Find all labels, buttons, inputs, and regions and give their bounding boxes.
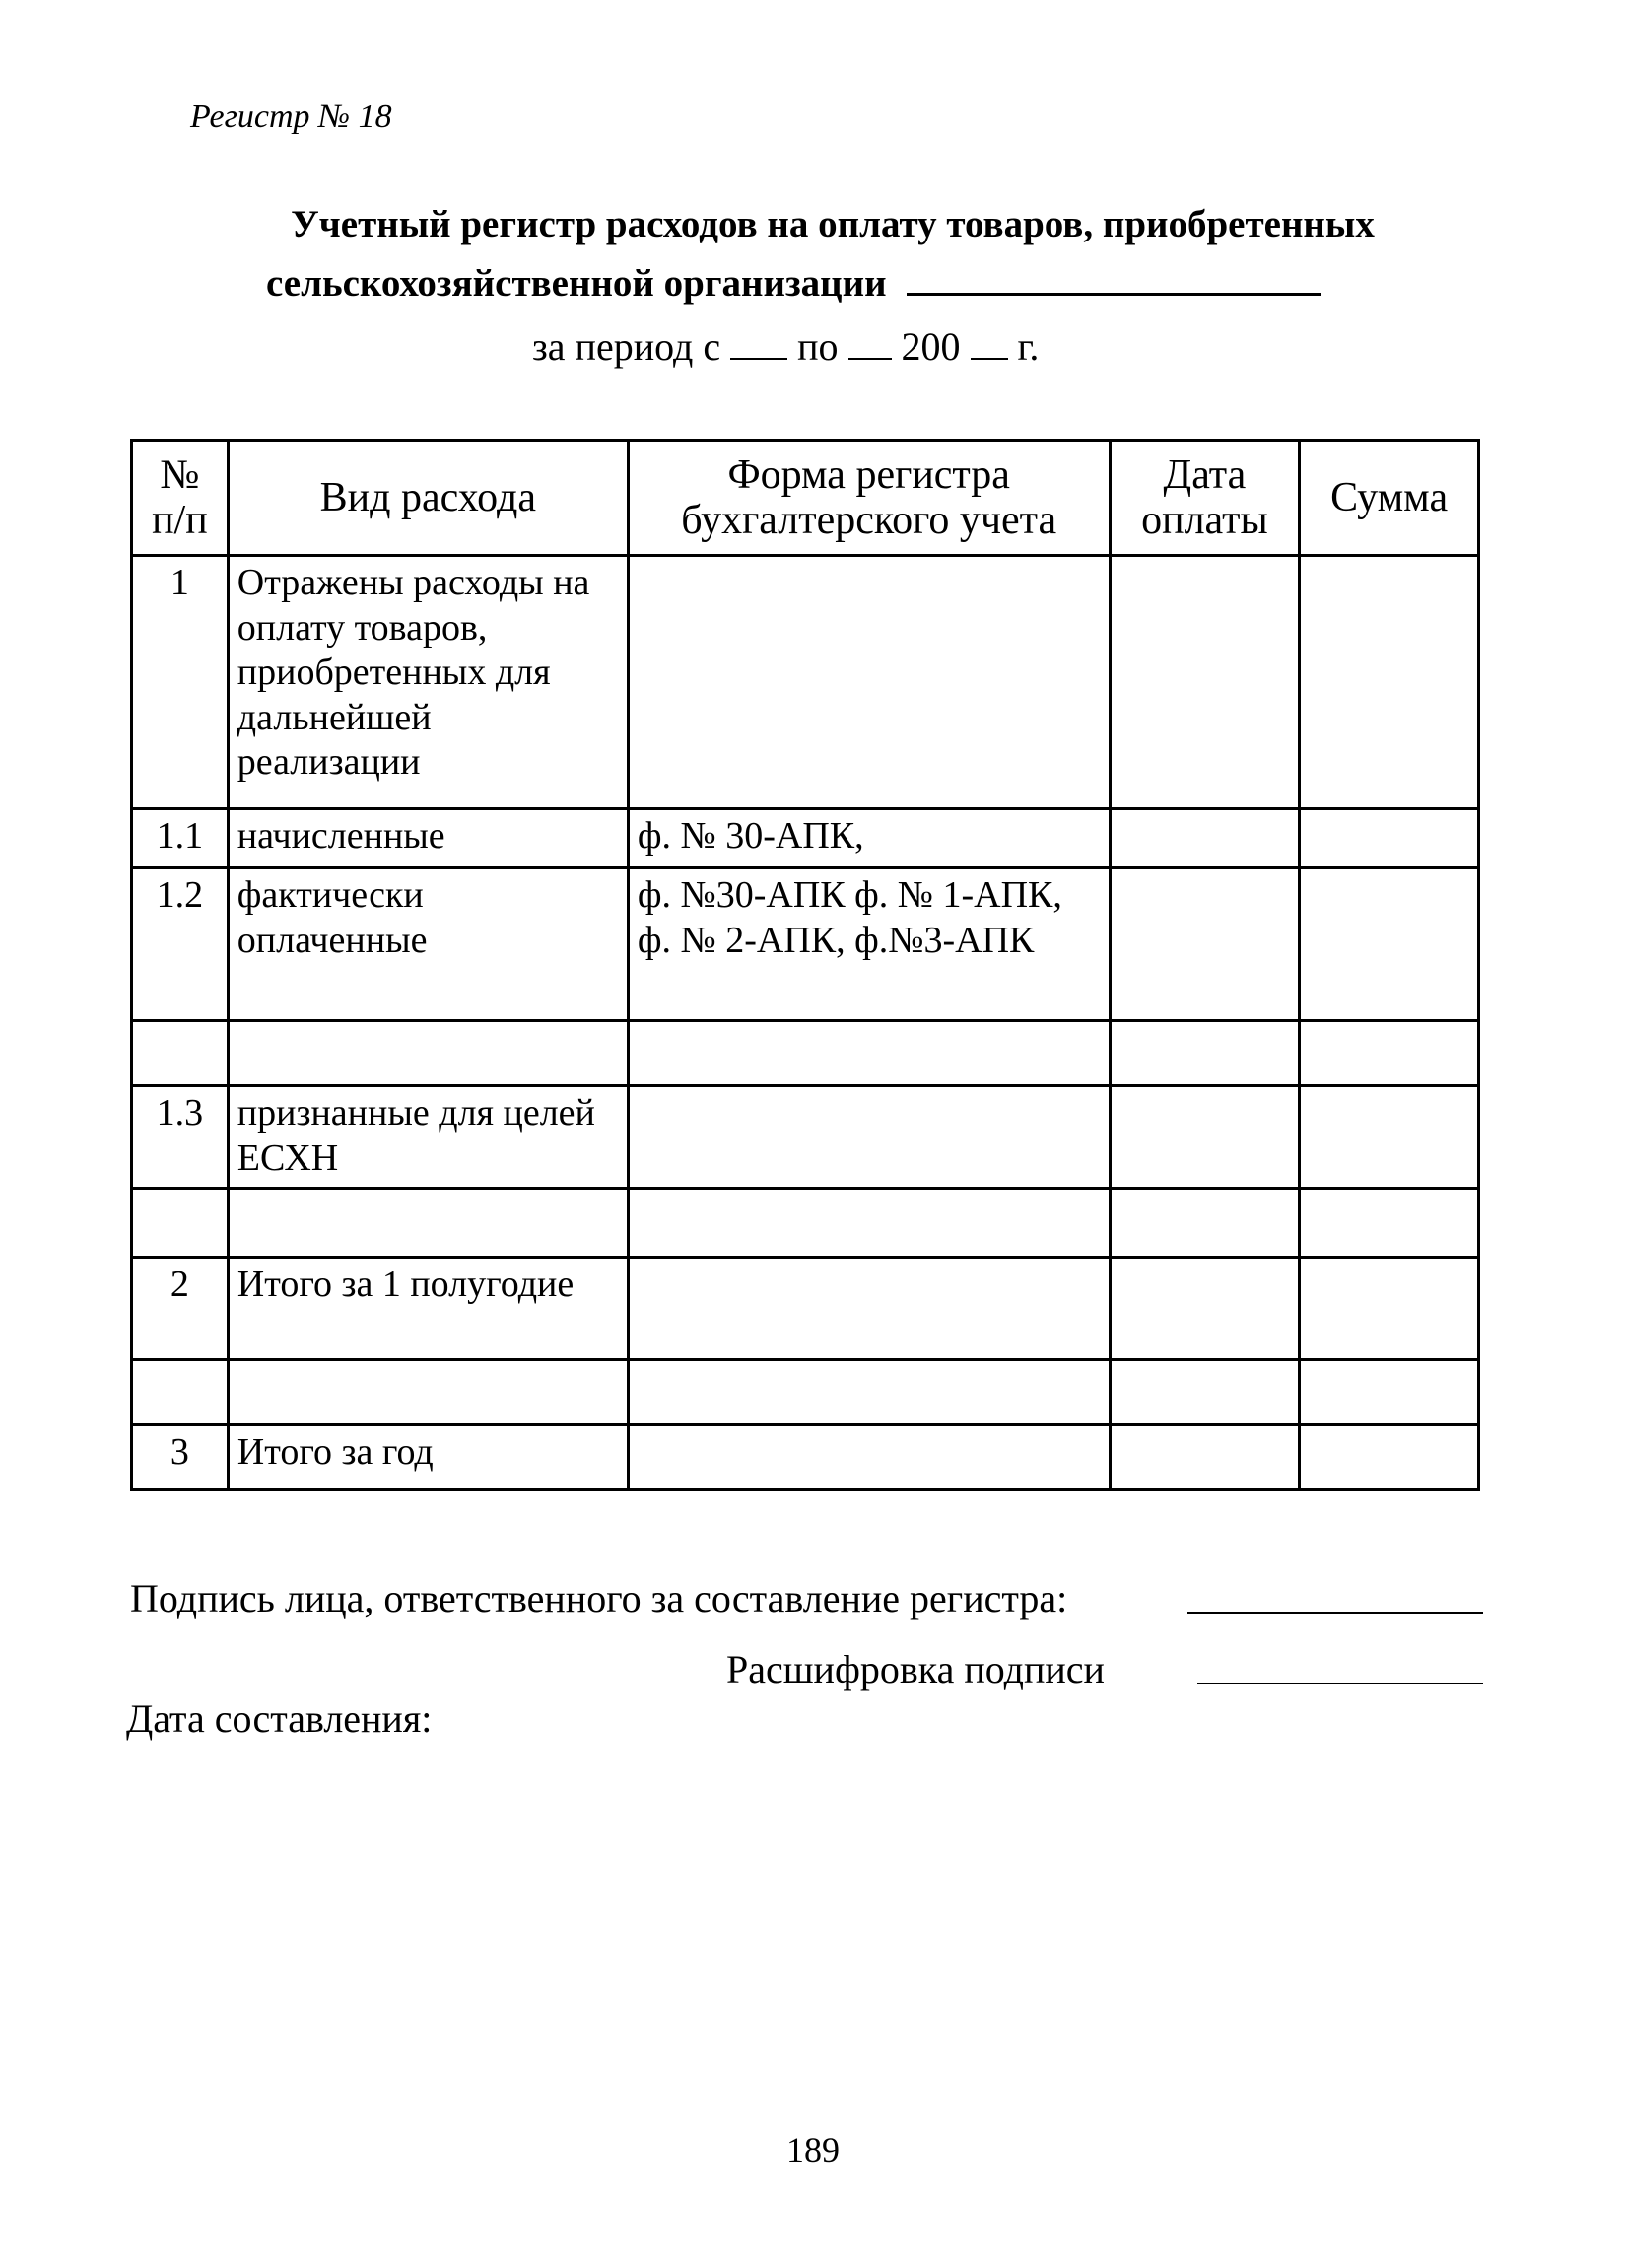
title-line-1: Учетный регистр расходов на оплату товаров, приобретенных bbox=[291, 203, 1375, 245]
row-form[interactable] bbox=[628, 1360, 1110, 1425]
title-line-2 bbox=[266, 261, 1321, 306]
register-table bbox=[130, 439, 1480, 1491]
table-row bbox=[132, 868, 1479, 1021]
row-kind[interactable] bbox=[228, 1021, 628, 1086]
table-row bbox=[132, 809, 1479, 868]
signature-label: Подпись лица, ответственного за составление регистра: bbox=[130, 1576, 1068, 1620]
table-header-row bbox=[132, 441, 1479, 556]
period-year-prefix: 200 bbox=[901, 324, 961, 369]
period-prefix: за период bbox=[532, 324, 694, 369]
row-number: 1.3 bbox=[132, 1086, 229, 1189]
period-year-suffix: г. bbox=[1017, 324, 1040, 369]
row-form[interactable] bbox=[628, 1258, 1110, 1360]
row-number: 1.1 bbox=[132, 809, 229, 868]
period-from-blank[interactable] bbox=[730, 328, 787, 360]
row-sum[interactable] bbox=[1300, 1258, 1479, 1360]
col-header-kind: Вид расхода bbox=[228, 441, 628, 556]
table-row bbox=[132, 1189, 1479, 1258]
row-number: 2 bbox=[132, 1258, 229, 1360]
row-form[interactable] bbox=[628, 1021, 1110, 1086]
row-date[interactable] bbox=[1110, 556, 1300, 809]
row-kind: фактически оплаченные bbox=[228, 868, 628, 1021]
col-header-form: Форма регистра бухгалтерского учета bbox=[628, 441, 1110, 556]
register-number: Регистр № 18 bbox=[190, 99, 392, 135]
organization-name-blank[interactable] bbox=[907, 267, 1321, 296]
row-kind: Итого за 1 полугодие bbox=[228, 1258, 628, 1360]
period-to-label: по bbox=[797, 324, 839, 369]
row-form[interactable] bbox=[628, 556, 1110, 809]
row-date[interactable] bbox=[1110, 1360, 1300, 1425]
table-row bbox=[132, 1258, 1479, 1360]
row-form: ф. №30-АПК ф. № 1-АПК, ф. № 2-АПК, ф.№3-АПК bbox=[628, 868, 1110, 1021]
col-header-number: № п/п bbox=[132, 441, 229, 556]
period-year-blank[interactable] bbox=[971, 328, 1008, 360]
table-row bbox=[132, 1425, 1479, 1490]
row-form: ф. № 30-АПК, bbox=[628, 809, 1110, 868]
decoding-line bbox=[726, 1646, 1105, 1692]
row-date[interactable] bbox=[1110, 1258, 1300, 1360]
row-number: 1 bbox=[132, 556, 229, 809]
decoding-label: Расшифровка подписи bbox=[726, 1647, 1105, 1691]
table-row bbox=[132, 556, 1479, 809]
row-kind[interactable] bbox=[228, 1189, 628, 1258]
row-date[interactable] bbox=[1110, 1086, 1300, 1189]
row-number: 3 bbox=[132, 1425, 229, 1490]
row-date[interactable] bbox=[1110, 1425, 1300, 1490]
col-header-sum: Сумма bbox=[1300, 441, 1479, 556]
row-sum[interactable] bbox=[1300, 1189, 1479, 1258]
row-number bbox=[132, 1021, 229, 1086]
row-date[interactable] bbox=[1110, 809, 1300, 868]
row-date[interactable] bbox=[1110, 1189, 1300, 1258]
row-sum[interactable] bbox=[1300, 1021, 1479, 1086]
row-sum[interactable] bbox=[1300, 1360, 1479, 1425]
row-sum[interactable] bbox=[1300, 868, 1479, 1021]
row-sum[interactable] bbox=[1300, 809, 1479, 868]
page-number: 189 bbox=[786, 2130, 840, 2169]
row-date[interactable] bbox=[1110, 1021, 1300, 1086]
date-label: Дата составления: bbox=[126, 1696, 433, 1741]
row-form[interactable] bbox=[628, 1425, 1110, 1490]
row-kind: Итого за год bbox=[228, 1425, 628, 1490]
row-number bbox=[132, 1360, 229, 1425]
title-line-2-text: сельскохозяйственной организации bbox=[266, 262, 887, 305]
period-from-label: с bbox=[703, 324, 721, 369]
row-form[interactable] bbox=[628, 1189, 1110, 1258]
period-line bbox=[532, 323, 1039, 370]
table-row bbox=[132, 1360, 1479, 1425]
row-date[interactable] bbox=[1110, 868, 1300, 1021]
row-kind: начисленные bbox=[228, 809, 628, 868]
signature-line bbox=[130, 1575, 1067, 1621]
row-sum[interactable] bbox=[1300, 1425, 1479, 1490]
table-row bbox=[132, 1086, 1479, 1189]
col-header-date: Дата оплаты bbox=[1110, 441, 1300, 556]
row-sum[interactable] bbox=[1300, 1086, 1479, 1189]
row-kind: Отражены расходы на оплату товаров, приобретенных для дальнейшей реализации bbox=[228, 556, 628, 809]
table-row bbox=[132, 1021, 1479, 1086]
row-form[interactable] bbox=[628, 1086, 1110, 1189]
period-to-blank[interactable] bbox=[848, 328, 892, 360]
row-kind: признанные для целей ЕСХН bbox=[228, 1086, 628, 1189]
row-kind[interactable] bbox=[228, 1360, 628, 1425]
decoding-blank[interactable] bbox=[1197, 1653, 1483, 1684]
row-number: 1.2 bbox=[132, 868, 229, 1021]
row-number bbox=[132, 1189, 229, 1258]
row-sum[interactable] bbox=[1300, 556, 1479, 809]
signature-blank[interactable] bbox=[1187, 1582, 1483, 1614]
